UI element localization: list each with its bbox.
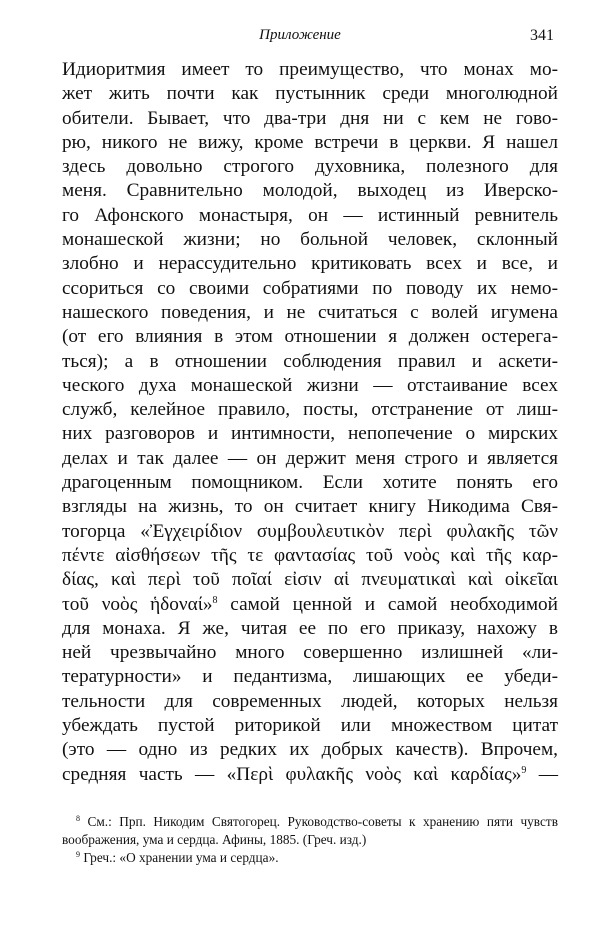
text-line: [62, 179, 558, 203]
text-segment: —: [526, 763, 558, 785]
running-header: Приложение: [259, 27, 341, 43]
text-line: [62, 82, 558, 106]
text-segment: ческого духа монашеской жизни — отстаивание всех: [62, 374, 558, 396]
text-line: [62, 204, 558, 228]
text-line: [62, 325, 558, 349]
text-line: [62, 398, 558, 422]
text-segment: тогорца «Ἐγχειρίδιον συμβουλευτικὸν περὶ φυλακῆς τῶν: [62, 520, 558, 542]
text-line: [62, 495, 558, 519]
text-line: [62, 593, 558, 617]
text-segment: ней чрезвычайно много совершенно излишней «ли-: [62, 642, 558, 664]
footnote: [62, 813, 558, 849]
text-segment: убеждать пустой риторикой или множеством цитат: [62, 715, 558, 737]
text-segment: жет жить почти как пустынник среди многолюдной: [62, 83, 558, 105]
text-line: [62, 471, 558, 495]
text-segment: драгоценным помощником. Если хотите понять его: [62, 472, 558, 494]
text-line: [62, 252, 558, 276]
text-line: [62, 447, 558, 471]
text-segment: тературности» и педантизма, лишающих ее убеди-: [62, 666, 558, 688]
footnotes: [62, 813, 558, 867]
text-line: [62, 374, 558, 398]
text-line: [62, 690, 558, 714]
text-segment: ссориться со своими собратиями по поводу их немо-: [62, 277, 558, 299]
text-segment: го Афонского монастыря, он — истинный ревнитель: [62, 204, 558, 226]
text-segment: обители. Бывает, что два-три дня ни с кем не гово-: [62, 107, 558, 129]
text-line: [62, 155, 558, 179]
text-segment: ться); а в отношении соблюдения правил и аскети-: [62, 350, 558, 372]
text-line: [62, 617, 558, 641]
text-line: [62, 301, 558, 325]
text-segment: рю, никого не вижу, кроме встречи в церкви. Я нашел: [62, 131, 558, 153]
text-segment: (от его влияния в этом отношении я должен остерега-: [62, 326, 558, 348]
footnote-mark: 8: [76, 814, 80, 823]
text-line: [62, 131, 558, 155]
text-segment: δίας, καὶ περὶ τοῦ ποῖαί εἰσιν αἱ πνευματικαὶ καὶ οἰκεῖαι: [62, 569, 558, 591]
text-line: [62, 544, 558, 568]
text-segment: злобно и нерассудительно критиковать всех и все, и: [62, 253, 558, 275]
text-segment: здесь довольно строгого духовника, полезного для: [62, 156, 558, 178]
text-line: [62, 228, 558, 252]
text-segment: Идиоритмия имеет то преимущество, что монах мо-: [62, 59, 558, 80]
footnote-text: Греч.: «О хранении ума и сердца».: [80, 850, 279, 865]
text-segment: (это — одно из редких их добрых качеств). Впрочем,: [62, 739, 558, 761]
text-segment: делах и так далее — он держит меня строго и является: [62, 447, 558, 469]
footnote-text: См.: Прп. Никодим Святогорец. Руководство-советы к хранению пяти чувств воображения, ума и сердца. Афины, 1885. (Греч. изд.): [62, 814, 558, 847]
footnote-ref: 9: [521, 764, 527, 776]
text-line: [62, 665, 558, 689]
text-line: [62, 641, 558, 665]
text-line: [62, 714, 558, 738]
text-segment: них разговоров и интимности, непопечение о мирских: [62, 423, 558, 445]
footnote-mark: 9: [76, 850, 80, 859]
footnote: [62, 849, 558, 867]
text-line: [62, 350, 558, 374]
text-segment: тельности для современных людей, которых нельзя: [62, 690, 558, 712]
text-segment: самой ценной и самой необходимой: [217, 593, 559, 615]
text-line: [62, 568, 558, 592]
page-number: 341: [530, 27, 554, 44]
text-segment: πέντε αἰσθήσεων τῆς τε φαντασίας τοῦ νοὸς καὶ τῆς καρ-: [62, 544, 558, 566]
text-line: [62, 422, 558, 446]
body-text: [62, 58, 558, 787]
text-segment: меня. Сравнительно молодой, выходец из Иверско-: [62, 180, 558, 202]
text-segment: τοῦ νοὸς ἡδοναί»: [62, 593, 213, 615]
footnote-ref: 8: [212, 594, 218, 606]
text-line: [62, 107, 558, 131]
text-segment: средняя часть — «Περὶ φυλακῆς νοὸς καὶ καρδίας»: [62, 763, 522, 785]
text-line: [62, 763, 558, 787]
text-line: [62, 738, 558, 762]
text-segment: для монаха. Я же, читая ее по его приказу, нахожу в: [62, 617, 558, 639]
text-segment: взгляды на жизнь, то он считает книгу Никодима Свя-: [62, 496, 558, 518]
text-line: [62, 277, 558, 301]
text-segment: монашеской жизни; но больной человек, склонный: [62, 229, 558, 251]
text-segment: нашеского поведения, и не считаться с волей игумена: [62, 301, 558, 323]
text-segment: служб, келейное правило, посты, отстранение от лиш-: [62, 399, 558, 421]
text-line: [62, 520, 558, 544]
text-line: [62, 58, 558, 82]
